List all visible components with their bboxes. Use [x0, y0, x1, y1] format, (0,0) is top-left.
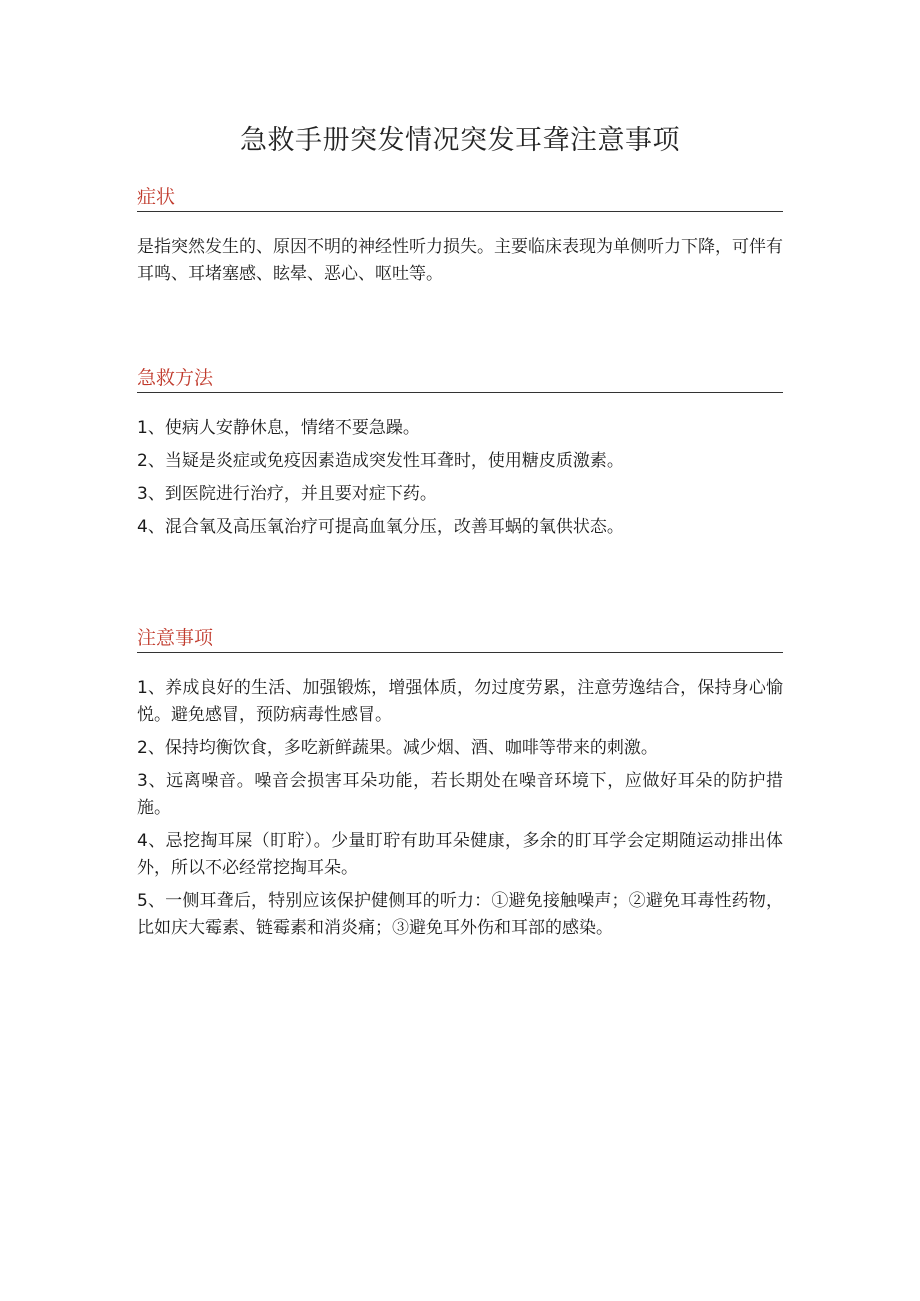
list-text: 、混合氧及高压氧治疗可提高血氧分压，改善耳蜗的氧供状态。	[147, 517, 624, 537]
list-item	[137, 675, 783, 729]
list-text: 、使病人安静休息，情绪不要急躁。	[147, 418, 420, 438]
list-item	[137, 415, 783, 442]
page-title: 急救手册突发情况突发耳聋注意事项	[240, 125, 680, 156]
section-title-notes: 注意事项	[137, 627, 214, 649]
list-item	[137, 888, 783, 942]
list-text: 、养成良好的生活、加强锻炼，增强体质，勿过度劳累，注意劳逸结合，保持身心愉悦。避免感冒，预防病毒性感冒。	[137, 678, 783, 725]
list-text: 、当疑是炎症或免疫因素造成突发性耳聋时，使用糖皮质激素。	[147, 451, 624, 471]
list-item	[137, 481, 783, 508]
section-body	[137, 234, 783, 288]
list-item	[137, 735, 783, 762]
list-number: 5	[137, 891, 148, 911]
list-number: 3	[137, 484, 148, 504]
list-text: 、远离噪音。噪音会损害耳朵功能，若长期处在噪音环境下，应做好耳朵的防护措施。	[137, 771, 783, 818]
list-number: 4	[137, 831, 148, 851]
section-notes	[137, 626, 783, 948]
section-title-first-aid: 急救方法	[137, 367, 214, 389]
list-number: 3	[137, 771, 148, 791]
section-symptoms	[137, 185, 783, 288]
list-item	[137, 828, 783, 882]
list-item	[137, 768, 783, 822]
section-header	[137, 626, 783, 653]
symptoms-paragraph: 是指突然发生的、原因不明的神经性听力损失。主要临床表现为单侧听力下降，可伴有耳鸣、耳堵塞感、眩晕、恶心、呕吐等。	[137, 237, 783, 284]
section-title-symptoms: 症状	[137, 186, 176, 208]
section-body	[137, 675, 783, 942]
list-number: 4	[137, 517, 148, 537]
list-number: 2	[137, 451, 148, 471]
list-text: 、保持均衡饮食，多吃新鲜蔬果。减少烟、酒、咖啡等带来的刺激。	[147, 738, 658, 758]
list-text: 、到医院进行治疗，并且要对症下药。	[147, 484, 437, 504]
list-text: 、忌挖掏耳屎（盯聍）。少量盯聍有助耳朵健康，多余的盯耳学会定期随运动排出体外，所以不必经常挖掏耳朵。	[137, 831, 783, 878]
section-header	[137, 366, 783, 393]
list-number: 2	[137, 738, 148, 758]
section-body	[137, 415, 783, 541]
section-first-aid	[137, 366, 783, 547]
list-text: 、一侧耳聋后，特别应该保护健侧耳的听力：①避免接触噪声；②避免耳毒性药物，比如庆大霉素、链霉素和消炎痛；③避免耳外伤和耳部的感染。	[137, 891, 783, 938]
section-header	[137, 185, 783, 212]
list-number: 1	[137, 418, 148, 438]
list-item	[137, 514, 783, 541]
list-item	[137, 448, 783, 475]
list-number: 1	[137, 678, 148, 698]
